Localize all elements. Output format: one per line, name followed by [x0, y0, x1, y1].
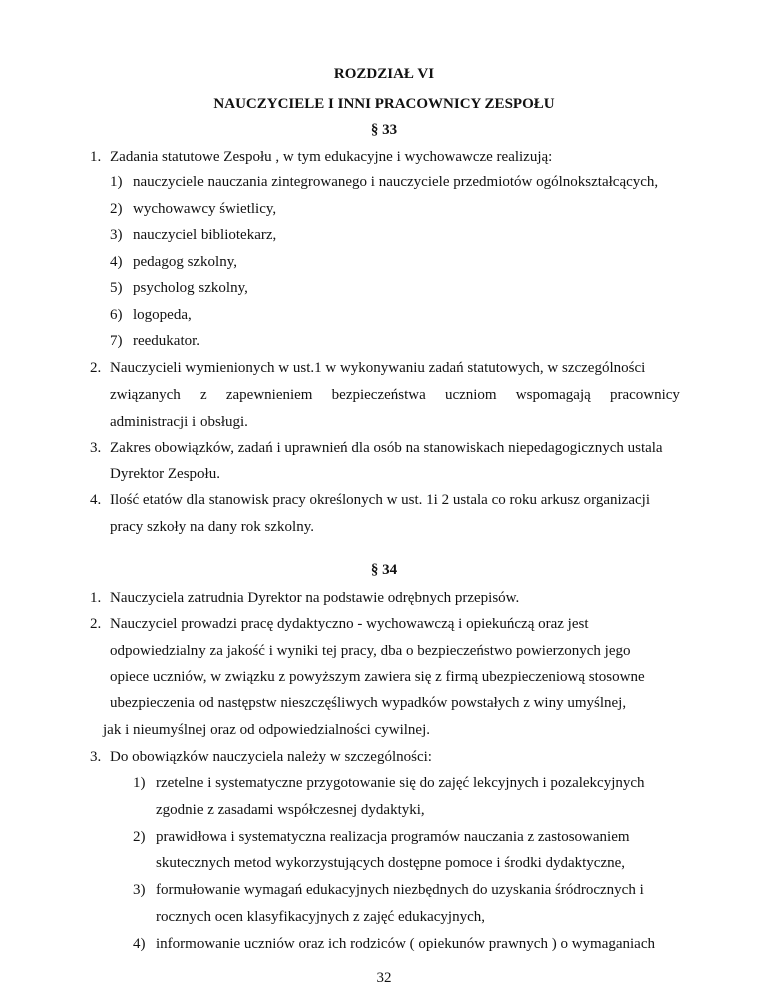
word: pracownicy — [609, 387, 680, 403]
list-number: 5) — [110, 280, 123, 296]
word: z — [199, 387, 207, 403]
list-number: 2. — [90, 360, 102, 376]
list-item: informowanie uczniów oraz ich rodziców ( opiekunów prawnych ) o wymaganiach — [156, 936, 655, 952]
list-item: psycholog szkolny, — [133, 280, 248, 296]
list-number: 2) — [133, 829, 146, 845]
list-item: prawidłowa i systematyczna realizacja programów nauczania z zastosowaniem — [156, 829, 630, 845]
word: zapewnieniem — [225, 387, 313, 403]
paragraph-line: ubezpieczenia od następstw nieszczęśliwych wypadków powstałych z winy umyślnej, — [110, 695, 627, 711]
list-item: rzetelne i systematyczne przygotowanie się do zajęć lekcyjnych i pozalekcyjnych — [156, 775, 645, 791]
list-item: logopeda, — [133, 307, 192, 323]
chapter-subtitle: NAUCZYCIELE I INNI PRACOWNICY ZESPOŁU — [213, 96, 555, 112]
list-item: formułowanie wymagań edukacyjnych niezbędnych do uzyskania śródrocznych i — [156, 882, 644, 898]
paragraph-line: odpowiedzialny za jakość i wyniki tej pracy, dba o bezpieczeństwo powierzonych jego — [110, 643, 631, 659]
list-item: pedagog szkolny, — [133, 254, 238, 270]
paragraph-line: Dyrektor Zespołu. — [110, 466, 220, 482]
list-number: 3) — [133, 882, 146, 898]
list-number: 4) — [133, 936, 146, 952]
list-number: 6) — [110, 307, 123, 323]
list-number: 7) — [110, 333, 123, 349]
list-number: 1. — [90, 149, 102, 165]
word: związanych — [110, 387, 181, 403]
paragraph-line: pracy szkoły na dany rok szkolny. — [110, 519, 314, 535]
chapter-title: ROZDZIAŁ VI — [333, 66, 435, 82]
paragraph-text: Do obowiązków nauczyciela należy w szczególności: — [110, 749, 432, 765]
list-number: 1. — [90, 590, 102, 606]
section-34-title: § 34 — [370, 562, 398, 578]
list-number: 2. — [90, 616, 102, 632]
section-33-title: § 33 — [370, 122, 398, 138]
list-number: 4. — [90, 492, 102, 508]
list-number: 4) — [110, 254, 123, 270]
paragraph-line: Nauczyciel prowadzi pracę dydaktyczno - wychowawczą i opiekuńczą oraz jest — [110, 616, 589, 632]
paragraph-line — [110, 385, 680, 405]
paragraph-line: opiece uczniów, w związku z powyższym zawiera się z firmą ubezpieczeniową stosowne — [110, 669, 645, 685]
paragraph-line: Nauczycieli wymienionych w ust.1 w wykonywaniu zadań statutowych, w szczególności — [110, 360, 646, 376]
paragraph-line: Zakres obowiązków, zadań i uprawnień dla osób na stanowiskach niepedagogicznych ustala — [110, 440, 663, 456]
list-item: nauczyciele nauczania zintegrowanego i nauczyciele przedmiotów ogólnokształcących, — [133, 174, 659, 190]
paragraph-text: Zadania statutowe Zespołu , w tym edukacyjne i wychowawcze realizują: — [110, 149, 553, 165]
list-item: wychowawcy świetlicy, — [133, 201, 277, 217]
word: wspomagają — [515, 387, 591, 403]
paragraph-line: jak i nieumyślnej oraz od odpowiedzialności cywilnej. — [103, 722, 430, 738]
paragraph-text: Nauczyciela zatrudnia Dyrektor na podstawie odrębnych przepisów. — [110, 590, 520, 606]
list-item: rocznych ocen klasyfikacyjnych z zajęć edukacyjnych, — [156, 909, 486, 925]
list-number: 3. — [90, 749, 102, 765]
list-number: 3. — [90, 440, 102, 456]
list-item: skutecznych metod wykorzystujących dostępne pomoce i środki dydaktyczne, — [156, 855, 626, 871]
list-number: 3) — [110, 227, 123, 243]
list-item: zgodnie z zasadami współczesnej dydaktyki, — [156, 802, 425, 818]
word: bezpieczeństwa — [331, 387, 426, 403]
list-number: 2) — [110, 201, 123, 217]
page-number: 32 — [376, 970, 392, 986]
list-item: reedukator. — [133, 333, 201, 349]
list-item: nauczyciel bibliotekarz, — [133, 227, 277, 243]
list-number: 1) — [110, 174, 123, 190]
paragraph-line: Ilość etatów dla stanowisk pracy określonych w ust. 1i 2 ustala co roku arkusz organizacji — [110, 492, 650, 508]
word: uczniom — [444, 387, 497, 403]
list-number: 1) — [133, 775, 146, 791]
paragraph-line: administracji i obsługi. — [110, 414, 248, 430]
